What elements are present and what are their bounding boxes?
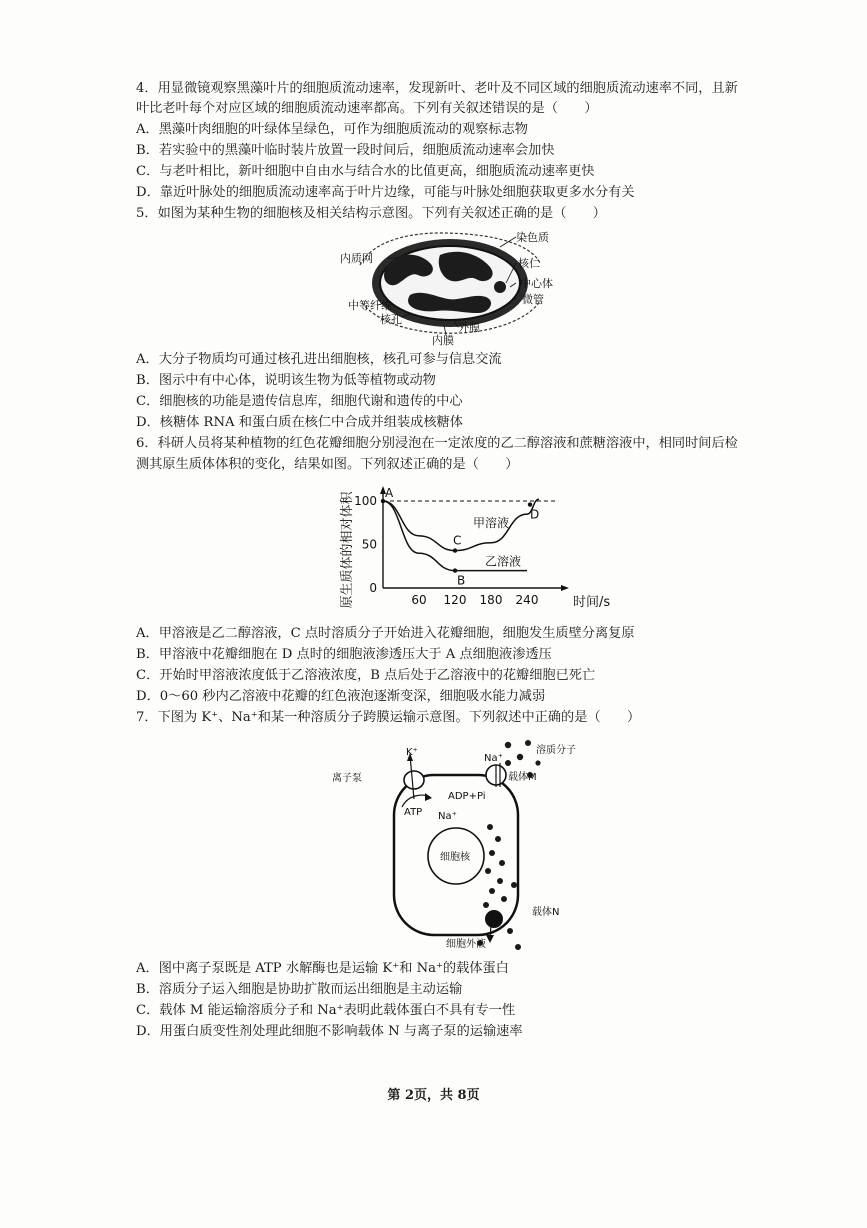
q7-option-b: B．溶质分子运入细胞是协助扩散而运出细胞是主动运输 [136,982,463,997]
label-er: 内质网 [340,252,373,265]
series-label: 乙溶液 [485,554,522,569]
label-adp-pi: ADP+Pi [448,791,486,802]
nucleolus-shape [494,281,506,293]
label-outer-membrane: 外膜 [458,321,480,334]
y-tick-label: 100 [354,494,377,509]
q5-option-d: D．核糖体 RNA 和蛋白质在核仁中合成并组装成核糖体 [136,415,463,430]
q4-option-a: A．黑藻叶肉细胞的叶绿体呈绿色，可作为细胞质流动的观察标志物 [136,122,528,137]
label-carrier-n: 载体N [532,907,560,918]
q4-stem-line2: 叶比老叶每个对应区域的细胞质流动速率都高。下列有关叙述错误的是（ ） [136,101,598,116]
q5-option-b: B．图示中有中心体，说明该生物为低等植物或动物 [136,373,436,388]
membrane-transport-diagram [330,735,580,955]
q4-option-d: D．靠近叶脉处的细胞质流动速率高于叶片边缘，可能与叶脉处细胞获取更多水分有关 [136,185,635,200]
point-marker [528,502,532,506]
q7-option-d: D．用蛋白质变性剂处理此细胞不影响载体 N 与离子泵的运输速率 [136,1024,523,1039]
ion-pump-shape [404,771,424,789]
point-marker [453,568,457,572]
page-footer: 第 2页，共 8页 [387,1088,480,1103]
label-extracellular-fluid: 细胞外液 [446,939,486,950]
q6-stem-line2: 测其原生质体体积的变化，结果如图。下列叙述正确的是（ ） [136,457,519,472]
point-label-c: C [453,533,462,548]
label-intermediate-fiber: 中等纤维 [348,299,392,312]
q6-option-b: B．甲溶液中花瓣细胞在 D 点时的细胞液渗透压大于 A 点细胞液渗透压 [136,647,552,662]
label-solute: 溶质分子 [536,745,576,756]
label-inner-membrane: 内膜 [432,334,454,347]
label-microtubule: 微管 [522,293,544,306]
label-na-ion-outside: Na⁺ [484,753,503,764]
q4-stem-line1: 4．用显微镜观察黑藻叶片的细胞质流动速率，发现新叶、老叶及不同区域的细胞质流动速率不同，且新 [136,81,738,96]
label-centrosome: 中心体 [520,277,553,290]
label-ion-pump: 离子泵 [332,773,362,784]
point-label-d: D [530,507,540,522]
x-tick-label: 240 [515,593,539,607]
label-nucleolus: 核仁 [518,257,540,270]
nucleus-diagram [340,225,570,347]
point-marker [453,548,457,552]
q4-option-b: B．若实验中的黑藻叶临时装片放置一段时间后，细胞质流动速率会加快 [136,143,555,158]
label-chromatin: 染色质 [516,231,549,244]
series-label: 甲溶液 [473,516,510,531]
q7-stem: 7．下图为 K⁺、Na⁺和某一种溶质分子跨膜运输示意图。下列叙述中正确的是（ ） [136,710,641,725]
point-label-a: A [385,486,394,501]
x-tick-label: 60 [411,593,427,607]
label-carrier-m: 载体M [508,772,537,783]
x-axis-arrow [561,585,569,591]
q5-option-c: C．细胞核的功能是遗传信息库，细胞代谢和遗传的中心 [136,394,463,409]
q5-option-a: A．大分子物质均可通过核孔进出细胞核，核孔可参与信息交流 [136,352,502,367]
label-nucleus: 细胞核 [440,852,470,863]
x-tick-label: 120 [443,593,467,607]
q5-stem: 5．如图为某种生物的细胞核及相关结构示意图。下列有关叙述正确的是（ ） [136,206,606,221]
q7-option-a: A．图中离子泵既是 ATP 水解酶也是运输 K⁺和 Na⁺的载体蛋白 [136,961,509,976]
label-k-ion: K⁺ [406,747,418,758]
label-na-ion-inside: Na⁺ [438,811,457,822]
carrier-n-shape [485,910,503,928]
protoplast-volume-chart [335,478,611,623]
x-tick-label: 180 [479,593,503,607]
y-tick-label: 50 [361,537,377,552]
point-label-b: B [457,573,466,588]
q4-option-c: C．与老叶相比，新叶细胞中自由水与结合水的比值更高，细胞质流动速率更快 [136,164,595,179]
q6-option-c: C．开始时甲溶液浓度低于乙溶液浓度，B 点后处于乙溶液中的花瓣细胞已死亡 [136,668,596,683]
q6-option-d: D．0～60 秒内乙溶液中花瓣的红色液泡逐渐变深，细胞吸水能力减弱 [136,689,546,704]
q7-option-c: C．载体 M 能运输溶质分子和 Na⁺表明此载体蛋白不具有专一性 [136,1003,516,1018]
q6-option-a: A．甲溶液是乙二醇溶液，C 点时溶质分子开始进入花瓣细胞，细胞发生质壁分离复原 [136,626,635,641]
chart-xlabel: 时间/s [573,595,611,610]
label-nuclear-pore: 核孔 [380,313,402,326]
label-atp: ATP [404,807,423,818]
y-tick-label: 0 [369,581,377,595]
chart-ylabel: 原生质体的相对体积 [340,491,355,609]
q6-stem-line1: 6．科研人员将某种植物的红色花瓣细胞分别浸泡在一定浓度的乙二醇溶液和蔗糖溶液中，相同时间后检 [136,436,738,451]
